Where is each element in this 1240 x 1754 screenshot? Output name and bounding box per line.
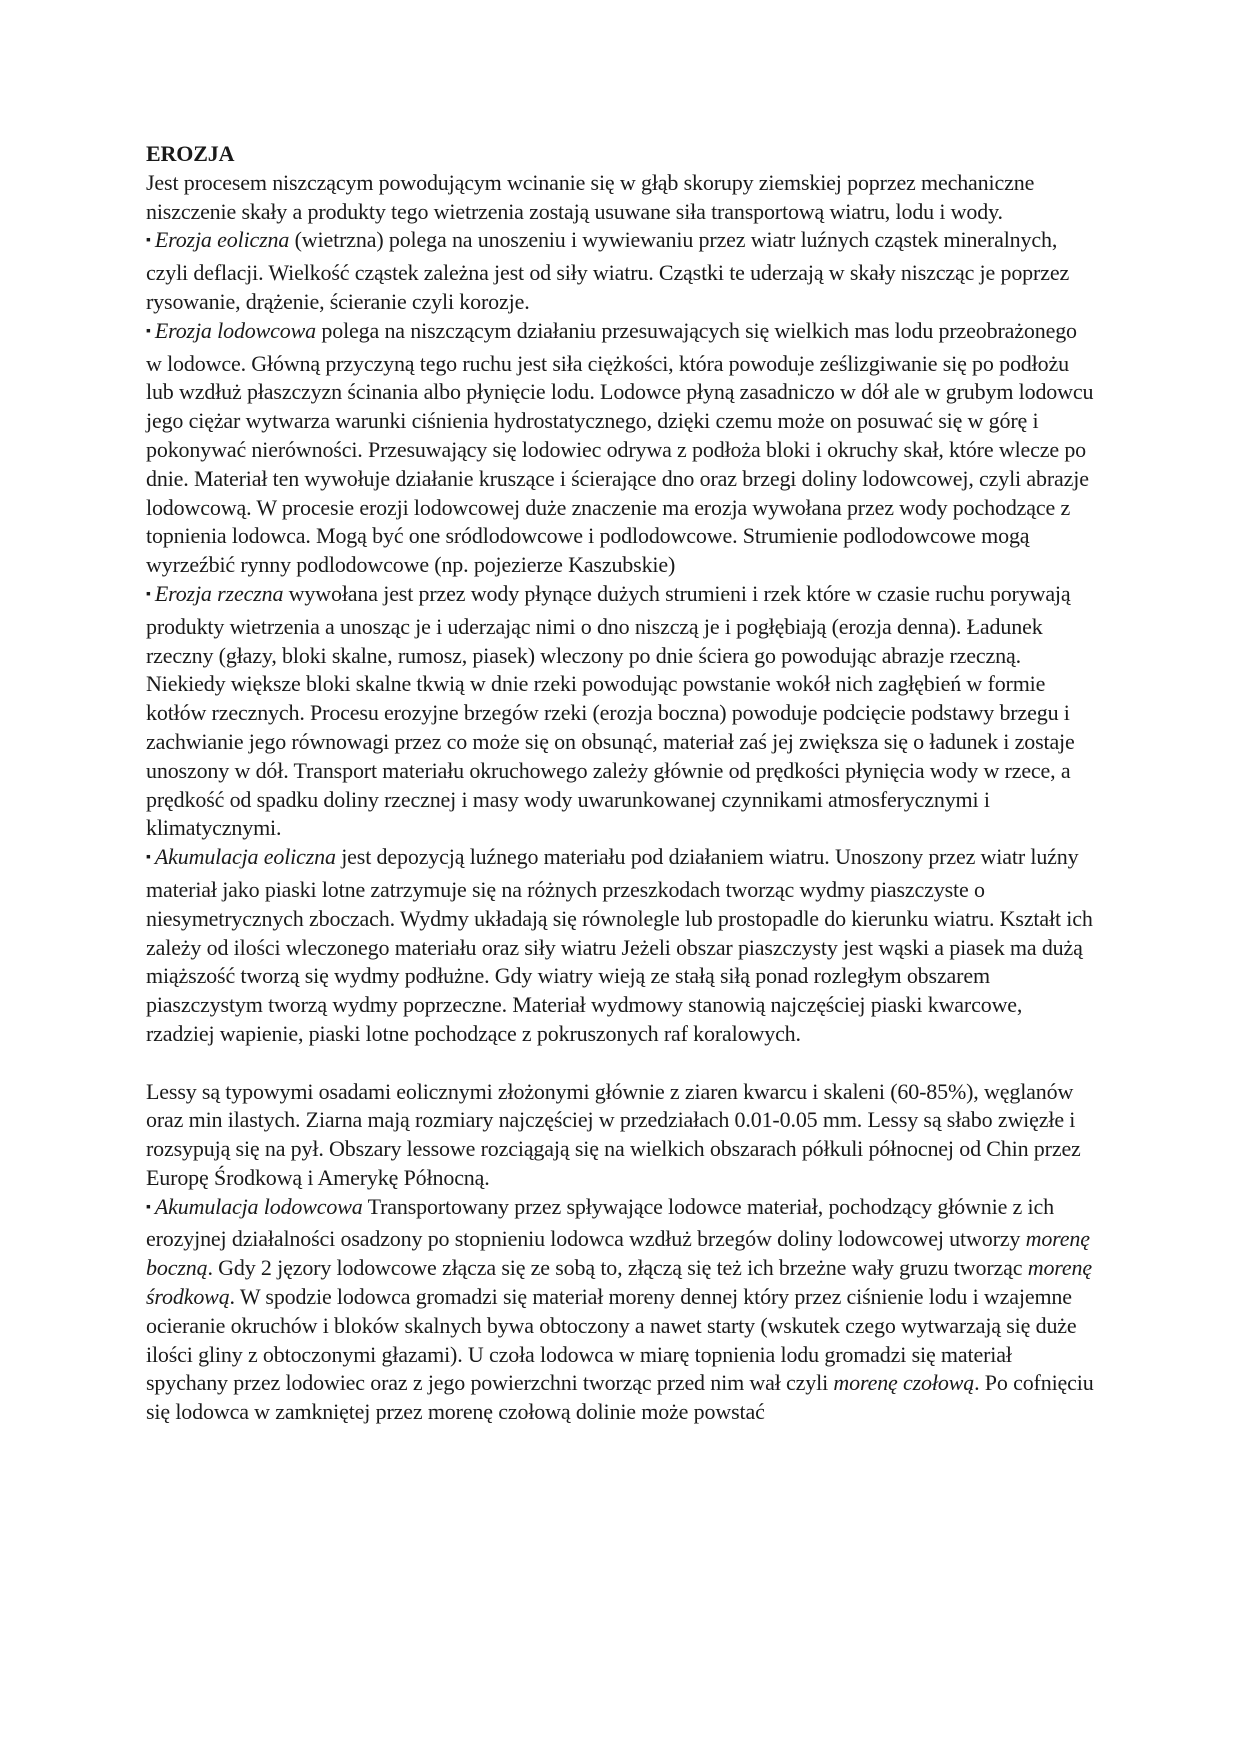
- document-page: [146, 140, 1096, 1427]
- glacial-accumulation-term: Akumulacja lodowcowa: [154, 1193, 363, 1219]
- glacial-erosion-paragraph: [146, 317, 1096, 580]
- glacial-accumulation-text-1: Transportowany przez spływające lodowce materiał, pochodzący głównie z ich erozyjnej działalności osadzony po stopnieniu lodowca wzdłuż brzegów doliny lodowcowej utworzy: [146, 1193, 1054, 1252]
- glacial-accumulation-text-4: . Po cofnięciu się lodowca w zamkniętej przez morenę czołową dolinie może powstać: [146, 1370, 1094, 1425]
- bullet-icon: ▪: [146, 850, 151, 866]
- loess-paragraph: Lessy są typowymi osadami eolicznymi złożonymi głównie z ziaren kwarcu i skaleni (60-85%), węglanów oraz min ilastych. Ziarna mają rozmiary najczęściej w przedziałach 0.01-0.05 mm. Lessy są słabo zwięzłe i rozsypują się na pył. Obszary lessowe rozciągają się na wielkich obszarach półkuli północnej od Chin przez Europę Środkową i Amerykę Północną.: [146, 1078, 1081, 1190]
- eolic-erosion-term: Erozja eoliczna: [154, 227, 290, 253]
- eolic-accumulation-term: Akumulacja eoliczna: [154, 844, 336, 870]
- eolic-erosion-paragraph: [146, 226, 1096, 316]
- eolic-accumulation-paragraph: [146, 843, 1096, 1049]
- terminal-moraine-term: morenę czołową: [833, 1370, 975, 1396]
- medial-moraine-term: morenę środkową: [146, 1255, 1092, 1310]
- glacial-accumulation-text-2: . Gdy 2 jęzory lodowcowe złącza się ze sobą to, złączą się też ich brzeżne wały gruzu tworząc: [207, 1255, 1028, 1281]
- river-erosion-text: wywołana jest przez wody płynące dużych strumieni i rzek które w czasie ruchu porywają produkty wietrzenia a unosząc je i uderzając nimi o dno niszczą je i pogłębiają (erozja denna). Ładunek rzeczny (głazy, bloki skalne, rumosz, piasek) wleczony po dnie ściera go powodując abrazje rzeczną. Niekiedy większe bloki skalne tkwią w dnie rzeki powodując powstanie wokół nich zagłębień w formie kotłów rzecznych. Procesu erozyjne brzegów rzeki (erozja boczna) powoduje podcięcie podstawy brzegu i zachwianie jego równowagi przez co może się on obsunąć, materiał zaś jej zwiększa się o ładunek i zostaje unoszony w dół. Transport materiału okruchowego zależy głównie od prędkości płynięcia wody w rzece, a prędkość od spadku doliny rzecznej i masy wody uwarunkowanej czynnikami atmosferycznymi i klimatycznymi.: [146, 580, 1075, 841]
- bullet-icon: ▪: [146, 586, 151, 602]
- eolic-accumulation-text: jest depozycją luźnego materiału pod działaniem wiatru. Unoszony przez wiatr luźny materiał jako piaski lotne zatrzymuje się na różnych przeszkodach tworząc wydmy piaszczyste o niesymetrycznych zboczach. Wydmy układają się równolegle lub prostopadle do kierunku wiatru. Kształt ich zależy od ilości wleczonego materiału oraz siły wiatru Jeżeli obszar piaszczysty jest wąski a piasek ma dużą miąższość tworzą się wydmy podłużne. Gdy wiatry wieją ze stałą siłą ponad rozległym obszarem piaszczystym tworzą wydmy poprzeczne. Materiał wydmowy stanowią najczęściej piaski kwarcowe, rzadziej wapienie, piaski lotne pochodzące z pokruszonych raf koralowych.: [146, 844, 1093, 1046]
- paragraph-spacer: [146, 1049, 1096, 1078]
- glacial-erosion-term: Erozja lodowcowa: [154, 317, 317, 343]
- bullet-icon: ▪: [146, 1199, 151, 1215]
- intro-paragraph: Jest procesem niszczącym powodującym wcinanie się w głąb skorupy ziemskiej poprzez mechaniczne niszczenie skały a produkty tego wietrzenia zostają usuwane siła transportową wiatru, lodu i wody.: [146, 169, 1035, 224]
- glacial-accumulation-paragraph: [146, 1193, 1096, 1427]
- glacial-accumulation-text-3: . W spodzie lodowca gromadzi się materiał moreny dennej który przez ciśnienie lodu i wzajemne ocieranie okruchów i bloków skalnych bywa obtoczony a nawet starty (wskutek czego wytwarzają się duże ilości gliny z obtoczonymi głazami). U czoła lodowca w miarę topnienia lodu gromadzi się materiał spychany przez lodowiec oraz z jego powierzchni tworząc przed nim wał czyli: [146, 1284, 1077, 1396]
- bullet-icon: ▪: [146, 323, 151, 339]
- lateral-moraine-term: morenę boczną: [146, 1226, 1090, 1281]
- river-erosion-paragraph: [146, 580, 1096, 843]
- glacial-erosion-text: polega na niszczącym działaniu przesuwających się wielkich mas lodu przeobrażonego w lodowce. Główną przyczyną tego ruchu jest siła ciężkości, która powoduje ześlizgiwanie się po podłożu lub wzdłuż płaszczyzn ścinania albo płynięcie lodu. Lodowce płyną zasadniczo w dół ale w grubym lodowcu jego ciężar wytwarza warunki ciśnienia hydrostatycznego, dzięki czemu może on posuwać się w górę i pokonywać nierówności. Przesuwający się lodowiec odrywa z podłoża bloki i okruchy skał, które wlecze po dnie. Materiał ten wywołuje działanie kruszące i ścierające dno oraz brzegi doliny lodowcowej, czyli abrazje lodowcową. W procesie erozji lodowcowej duże znaczenie ma erozja wywołana przez wody pochodzące z topnienia lodowca. Mogą być one sródlodowcowe i podlodowcowe. Strumienie podlodowcowe mogą wyrzeźbić rynny podlodowcowe (np. pojezierze Kaszubskie): [146, 317, 1094, 578]
- river-erosion-term: Erozja rzeczna: [154, 580, 284, 606]
- document-title: EROZJA: [146, 141, 235, 166]
- eolic-erosion-text: (wietrzna) polega na unoszeniu i wywiewaniu przez wiatr luźnych cząstek mineralnych, czyli deflacji. Wielkość cząstek zależna jest od siły wiatru. Cząstki te uderzają w skały niszcząc je poprzez rysowanie, drążenie, ścieranie czyli korozje.: [146, 227, 1070, 314]
- bullet-icon: ▪: [146, 233, 151, 249]
